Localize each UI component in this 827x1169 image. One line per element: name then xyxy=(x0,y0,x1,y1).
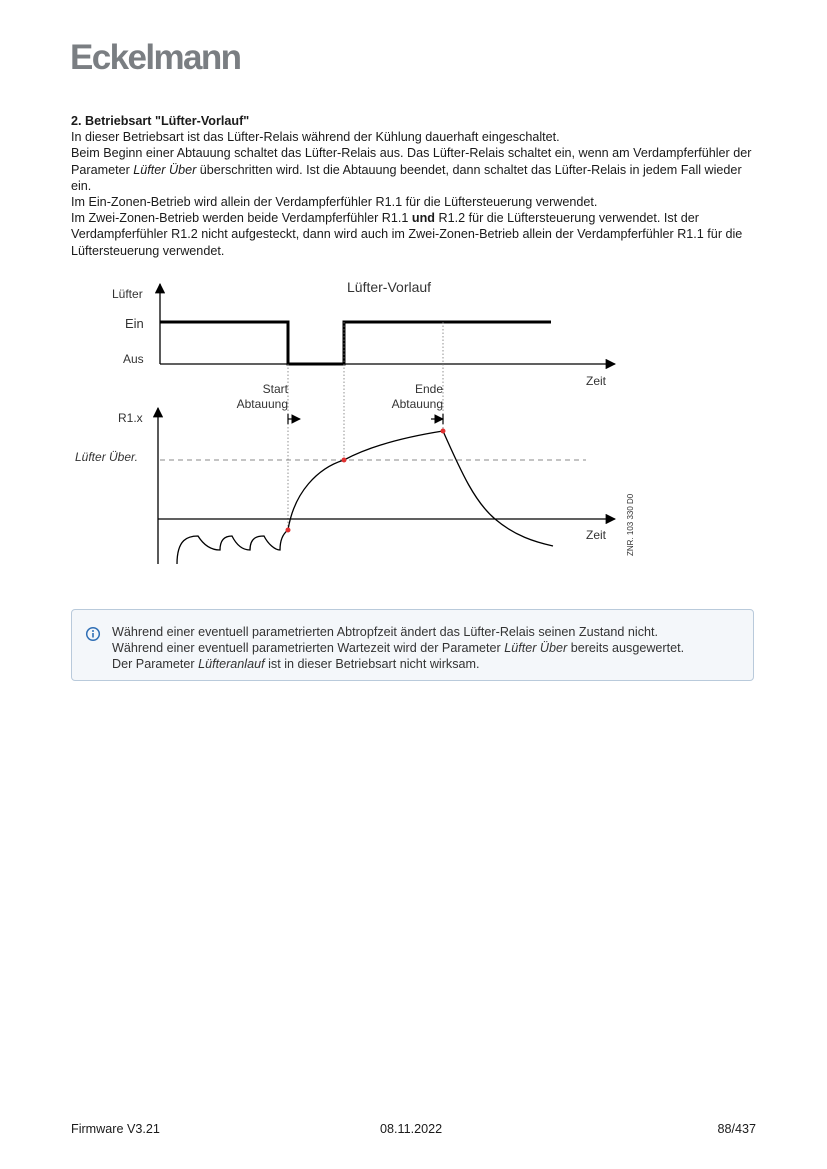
emphasis-und: und xyxy=(411,211,435,226)
paragraph-line: Beim Beginn einer Abtauung schaltet das Lüfter-Relais aus. Das Lüfter-Relais schaltet ein, wenn am Verdampferfühler der Parameter Lüfter Über überschritten wird. Ist die Abtauung beendet, dann schaltet das Lüfter-Relais in jedem Fall wieder ein. xyxy=(71,146,752,193)
label-start-1: Start xyxy=(262,382,288,396)
paragraph-line: Im Zwei-Zonen-Betrieb werden beide Verdampferfühler R1.1 und R1.2 für die Lüftersteuerung verwendet. Ist der Verdampferfühler R1.2 nicht aufgesteckt, dann wird auch im Zwei-Zonen-Betrieb allein der Verdampferfühler R1.1 für die Lüftersteuerung verwendet. xyxy=(71,211,743,258)
y-axis-label-r1x: R1.x xyxy=(118,411,143,425)
company-logo: Eckelmann xyxy=(70,38,241,77)
x-axis-label-bottom: Zeit xyxy=(586,528,607,542)
note-text xyxy=(112,624,752,673)
param-lufteranlauf: Lüfteranlauf xyxy=(198,657,265,672)
note-line: Während einer eventuell parametrierten Abtropfzeit ändert das Lüfter-Relais seinen Zustand nicht. xyxy=(112,625,659,639)
marker-threshold-crossing xyxy=(342,458,347,463)
section-body xyxy=(71,113,761,259)
note-line: Der Parameter Lüfteranlauf ist in dieser Betriebsart nicht wirksam. xyxy=(112,657,480,672)
info-note xyxy=(71,609,754,681)
marker-defrost-start xyxy=(286,528,291,533)
y-axis-label-lufter: Lüfter xyxy=(112,287,143,301)
temperature-rise-curve xyxy=(288,431,443,530)
param-lufter-uber: Lüfter Über xyxy=(133,162,197,177)
drawing-number: ZNR. 103 330 D0 xyxy=(626,493,635,556)
label-start-2: Abtauung xyxy=(236,397,288,411)
section-title: 2. Betriebsart "Lüfter-Vorlauf" xyxy=(71,114,250,128)
defrost-cycle-curves xyxy=(177,530,288,564)
state-label-aus: Aus xyxy=(123,352,144,366)
footer-date: 08.11.2022 xyxy=(380,1122,443,1136)
paragraph-line: In dieser Betriebsart ist das Lüfter-Relais während der Kühlung dauerhaft eingeschaltet. xyxy=(71,130,560,145)
temperature-fall-curve xyxy=(443,431,553,546)
fan-timing-diagram xyxy=(70,274,650,574)
threshold-label: Lüfter Über. xyxy=(75,450,138,464)
param-lufter-uber: Lüfter Über xyxy=(504,641,568,656)
footer-page-number: 88/437 xyxy=(717,1122,756,1136)
label-end-2: Abtauung xyxy=(391,397,443,411)
fan-state-line xyxy=(160,322,551,364)
x-axis-label-top: Zeit xyxy=(586,374,607,388)
paragraph-line: Im Ein-Zonen-Betrieb wird allein der Verdampferfühler R1.1 für die Lüftersteuerung verwendet. xyxy=(71,195,598,210)
footer-firmware: Firmware V3.21 xyxy=(71,1122,160,1136)
label-end-1: Ende xyxy=(414,382,443,396)
marker-defrost-end xyxy=(441,429,446,434)
info-icon xyxy=(85,626,101,642)
note-line: Während einer eventuell parametrierten Wartezeit wird der Parameter Lüfter Über bereits ausgewertet. xyxy=(112,641,685,656)
diagram-title: Lüfter-Vorlauf xyxy=(347,279,432,295)
state-label-ein: Ein xyxy=(125,316,144,331)
